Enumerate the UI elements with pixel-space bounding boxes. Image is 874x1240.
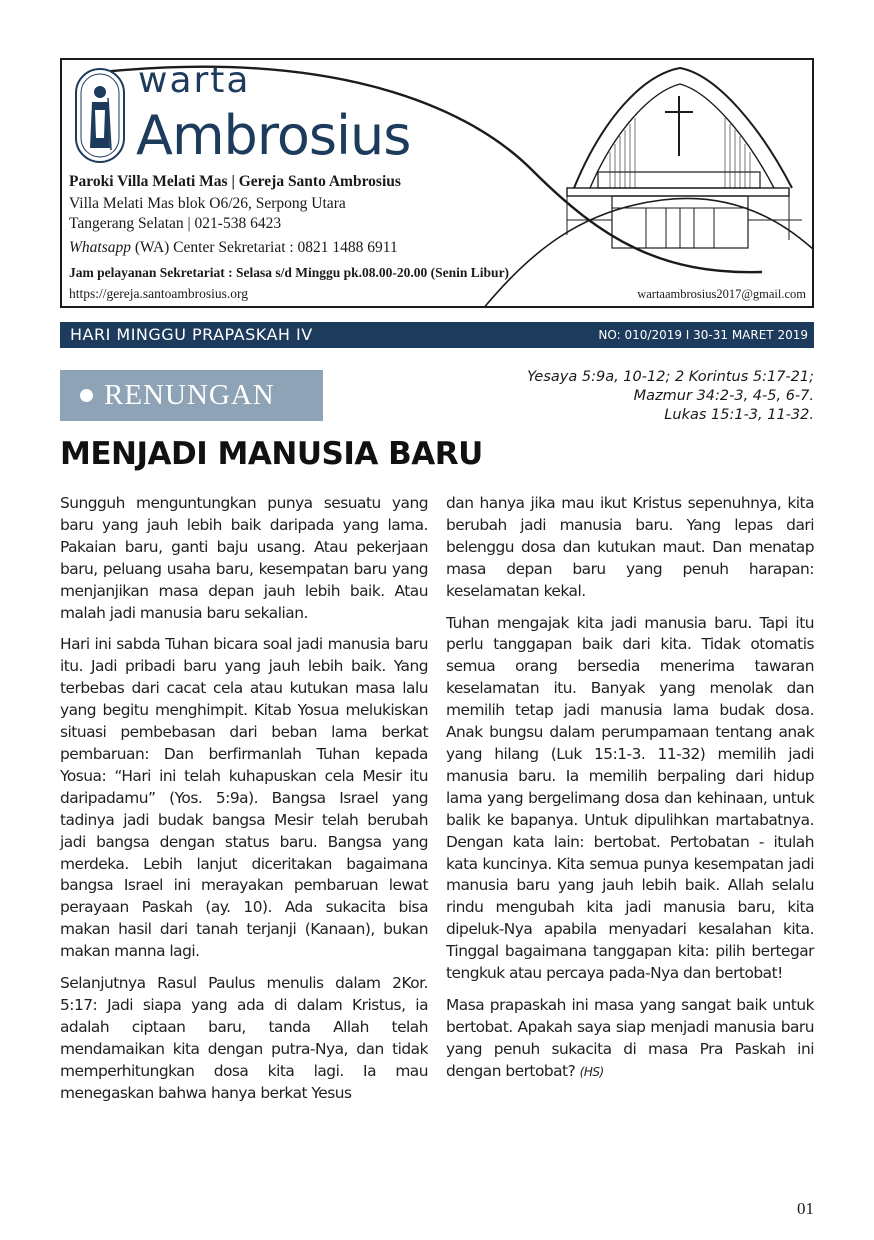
article-headline: MENJADI MANUSIA BARU <box>60 436 483 472</box>
section-label-text: RENUNGAN <box>104 379 275 411</box>
article-column-left <box>60 493 428 1114</box>
section-label <box>60 370 323 421</box>
scripture-readings <box>527 368 814 425</box>
address-line-2: Tangerang Selatan | 021-538 6423 <box>69 215 282 232</box>
article-column-right <box>446 493 814 1094</box>
article-paragraph: dan hanya jika mau ikut Kristus sepenuhnya, kita berubah jadi manusia baru. Yang lepas dari belenggu dosa dan kutukan maut. Dan menatap masa depan baru yang penuh harapan: keselamatan kekal. <box>446 494 814 600</box>
page-number: 01 <box>797 1199 814 1218</box>
closing-text: Masa prapaskah ini masa yang sangat baik untuk bertobat. Apakah saya siap menjadi manusia baru yang penuh sukacita di masa Pra Paskah ini dengan bertobat? <box>446 995 814 1080</box>
masthead <box>60 58 814 308</box>
office-hours-text: : Selasa s/d Minggu pk.08.00-20.00 (Senin Libur) <box>224 265 510 280</box>
article-paragraph: Sungguh menguntungkan punya sesuatu yang baru yang jauh lebih baik daripada yang lama. Pakaian baru, ganti baju usang. Atau pekerjaan baru, peluang usaha baru, kesempatan baru yang menjanjikan masa depan jauh lebih baik. Atau malah jadi manusia baru sekalian. <box>60 494 428 622</box>
email-link[interactable]: wartaambrosius2017@gmail.com <box>637 287 806 301</box>
issue-bar <box>60 322 814 348</box>
whatsapp-number: (WA) Center Sekretariat : 0821 1488 6911 <box>131 239 398 256</box>
whatsapp-contact <box>69 239 398 257</box>
issue-title: HARI MINGGU PRAPASKAH IV <box>70 325 313 344</box>
whatsapp-label: Whatsapp <box>69 239 131 256</box>
article-closing-paragraph <box>446 995 814 1084</box>
article-paragraph: Tuhan mengajak kita jadi manusia baru. Tapi itu perlu tanggapan baik dari kita. Tidak otomatis semua orang bersedia menerima tawaran keselamatan itu. Banyak yang menolak dan memilih tetap jadi manusia lama budak dosa. Anak bungsu dalam perumpamaan tentang anak yang hilang (Luk 15:1-3. 11-32) memilih jadi manusia baru. Ia memilih berpaling dari hidup lama yang bergelimang dosa dan kehinaan, untuk balik ke bapanya. Untuk dipulihkan martabatnya. Dengan kata lain: bertobat. Pertobatan - itulah kata kuncinya. Kita semua punya kesempatan jadi manusia baru yang jauh lebih baik. Allah selalu rindu mengubah kita jadi manusia baru, kita dipeluk-Nya apabila menyadari kesalahan kita. Tinggal bagaimana tanggapan kita: pilih bertegar tengkuk atau percaya pada-Nya dan bertobat! <box>446 613 814 983</box>
article-paragraph: Selanjutnya Rasul Paulus menulis dalam 2Kor. 5:17: Jadi siapa yang ada di dalam Kristus, ia adalah ciptaan baru, tanda Allah telah mendamaikan kita dengan putra-Nya, dan tidak memperhitungkan dosa kita lagi. Ia mau menegaskan bahwa hanya berkat Yesus <box>60 974 428 1102</box>
address-line-1: Villa Melati Mas blok O6/26, Serpong Utara <box>69 195 346 212</box>
office-hours-label: Jam pelayanan Sekretariat <box>69 265 225 280</box>
reading-line: Yesaya 5:9a, 10-12; 2 Korintus 5:17-21; <box>527 369 814 385</box>
brand-warta: warta <box>138 60 251 101</box>
parish-seal-icon <box>75 68 125 163</box>
bullet-icon <box>80 389 93 402</box>
author-signature: (HS) <box>579 1064 604 1079</box>
office-hours <box>69 265 509 281</box>
website-link[interactable]: https://gereja.santoambrosius.org <box>69 286 248 301</box>
parish-name: Paroki Villa Melati Mas | Gereja Santo Ambrosius <box>69 173 401 190</box>
issue-number: NO: 010/2019 I 30-31 MARET 2019 <box>598 328 808 342</box>
brand-ambrosius: Ambrosius <box>136 104 411 167</box>
reading-line: Mazmur 34:2-3, 4-5, 6-7. <box>633 388 814 404</box>
article-paragraph: Hari ini sabda Tuhan bicara soal jadi manusia baru itu. Jadi pribadi baru yang jauh lebih baik. Yang terbebas dari cacat cela atau kutukan masa lalu yang begitu menghimpit. Kitab Yosua melukiskan situasi pembebasan dari beban lama berkat pembaruan: Dan berfirmanlah Tuhan kepada Yosua: “Hari ini telah kuhapuskan cela Mesir itu daripadamu” (Yos. 5:9a). Bangsa Israel yang tadinya jadi budak bangsa Mesir telah berubah jadi bangsa dengan status baru. Bangsa yang merdeka. Lebih lanjut diceritakan bagaimana bangsa Israel ini merayakan pembaruan lewat perayaan Paskah (ay. 10). Ada sukacita bisa makan hasil dari tanah terjanji (Kanaan), bukan makan manna lagi. <box>60 635 428 961</box>
reading-line: Lukas 15:1-3, 11-32. <box>664 407 814 423</box>
